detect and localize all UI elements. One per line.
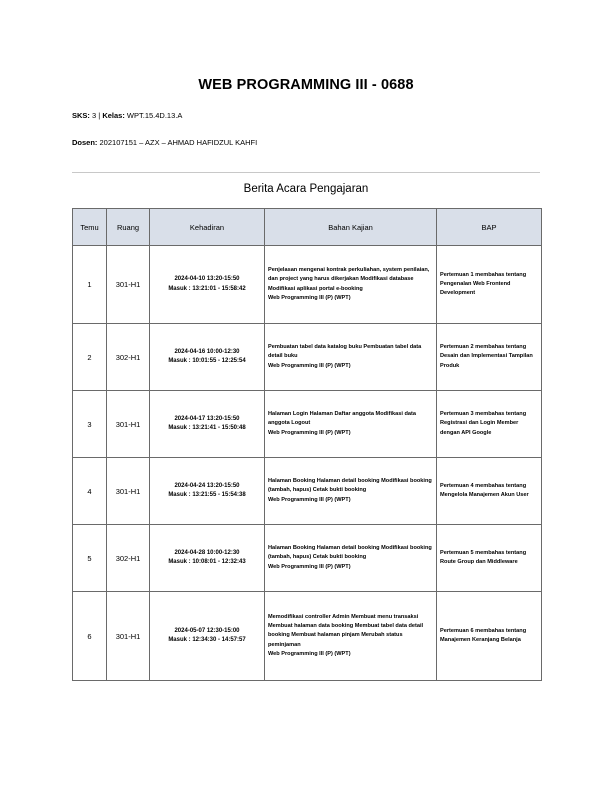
bap-cell: Pertemuan 6 membahas tentang Manajemen Keranjang Belanja — [437, 592, 542, 681]
bahan-kajian-text: Memodifikasi controller Admin Membuat menu transaksi Membuat halaman data booking Membuat tabel data detail booking Membuat halaman pinjam Merubah status peminjaman — [268, 613, 424, 648]
bahan-kajian-cell — [265, 592, 437, 681]
table-row — [73, 458, 542, 525]
kehadiran-date: 2024-04-24 13:20-15:50 — [174, 482, 240, 489]
bahan-kajian-ref: Web Programming III (P) (WPT) — [268, 294, 351, 301]
kelas-value: WPT.15.4D.13.A — [126, 111, 183, 120]
bahan-kajian-cell — [265, 246, 437, 324]
kehadiran-cell — [150, 458, 265, 525]
sks-label: SKS: — [72, 111, 90, 120]
kehadiran-date: 2024-04-28 10:00-12:30 — [174, 549, 240, 556]
ruang-cell: 301-H1 — [107, 592, 150, 681]
bahan-kajian-ref: Web Programming III (P) (WPT) — [268, 362, 351, 369]
ruang-cell: 301-H1 — [107, 391, 150, 458]
bahan-kajian-cell — [265, 391, 437, 458]
kehadiran-cell — [150, 525, 265, 592]
bahan-kajian-ref: Web Programming III (P) (WPT) — [268, 650, 351, 657]
sks-value: 3 | — [92, 111, 103, 120]
bahan-kajian-text: Halaman Login Halaman Daftar anggota Modifikasi data anggota Logout — [268, 411, 416, 427]
column-header-kehadiran: Kehadiran — [150, 209, 265, 246]
temu-cell: 5 — [73, 525, 107, 592]
kehadiran-masuk: Masuk : 13:21:41 - 15:50:48 — [168, 425, 246, 431]
kehadiran-date: 2024-04-10 13:20-15:50 — [174, 276, 240, 282]
table-row — [73, 592, 542, 681]
kehadiran-date: 2024-04-16 10:00-12:30 — [174, 348, 240, 355]
bap-cell: Pertemuan 1 membahas tentang Pengenalan Web Frontend Development — [437, 246, 542, 324]
temu-cell: 6 — [73, 592, 107, 681]
bahan-kajian-cell — [265, 324, 437, 391]
column-header-bap: BAP — [437, 209, 542, 246]
column-header-ruang: Ruang — [107, 209, 150, 246]
kehadiran-masuk: Masuk : 10:01:55 - 12:25:54 — [168, 358, 246, 364]
column-header-bahan-kajian: Bahan Kajian — [265, 209, 437, 246]
table-row — [73, 391, 542, 458]
bap-cell: Pertemuan 4 membahas tentang Mengelola Manajemen Akun User — [437, 458, 542, 525]
table-header-row — [73, 209, 542, 246]
kehadiran-date: 2024-04-17 13:20-15:50 — [174, 415, 240, 422]
bahan-kajian-ref: Web Programming III (P) (WPT) — [268, 496, 351, 503]
temu-cell: 3 — [73, 391, 107, 458]
bahan-kajian-cell — [265, 458, 437, 525]
bahan-kajian-text: Penjelasan mengenai kontrak perkuliahan, system penilaian, dan project yang harus dikerjakan Modifikasi database Modifikasi aplikasi portal e-booking — [268, 267, 430, 292]
kehadiran-masuk: Masuk : 13:21:01 - 15:58:42 — [168, 285, 246, 292]
ruang-cell: 301-H1 — [107, 246, 150, 324]
ruang-cell: 301-H1 — [107, 458, 150, 525]
bap-cell: Pertemuan 5 membahas tentang Route Group dan Middleware — [437, 525, 542, 592]
bap-cell: Pertemuan 2 membahas tentang Desain dan Implementasi Tampilan Produk — [437, 324, 542, 391]
kehadiran-cell — [150, 592, 265, 681]
divider — [72, 172, 540, 173]
bahan-kajian-text: Halaman Booking Halaman detail booking Modifikasi booking (tambah, hapus) Cetak bukti booking — [268, 478, 432, 494]
section-title: Berita Acara Pengajaran — [243, 183, 369, 195]
table-row — [73, 324, 542, 391]
lecturer-info — [72, 138, 257, 147]
ruang-cell: 302-H1 — [107, 525, 150, 592]
kehadiran-masuk: Masuk : 13:21:55 - 15:54:38 — [168, 492, 246, 498]
kehadiran-date: 2024-05-07 12:30-15:00 — [174, 627, 240, 634]
ruang-cell: 302-H1 — [107, 324, 150, 391]
temu-cell: 2 — [73, 324, 107, 391]
teaching-report-table — [72, 208, 542, 681]
kehadiran-masuk: Masuk : 12:34:30 - 14:57:57 — [168, 637, 246, 643]
bahan-kajian-text: Pembuatan tabel data katalog buku Pembuatan tabel data detail buku — [268, 344, 422, 360]
kehadiran-cell — [150, 324, 265, 391]
kehadiran-masuk: Masuk : 10:08:01 - 12:32:43 — [168, 559, 246, 565]
table-row — [73, 525, 542, 592]
bap-cell: Pertemuan 3 membahas tentang Registrasi dan Login Member dengan API Google — [437, 391, 542, 458]
bahan-kajian-ref: Web Programming III (P) (WPT) — [268, 563, 351, 570]
kehadiran-cell — [150, 246, 265, 324]
dosen-label: Dosen: — [72, 138, 98, 147]
kehadiran-cell — [150, 391, 265, 458]
column-header-temu: Temu — [73, 209, 107, 246]
dosen-value: 202107151 – AZX – AHMAD HAFIDZUL KAHFI — [99, 138, 258, 147]
document-title: WEB PROGRAMMING III - 0688 — [198, 77, 414, 93]
bahan-kajian-cell — [265, 525, 437, 592]
bahan-kajian-text: Halaman Booking Halaman detail booking Modifikasi booking (tambah, hapus) Cetak bukti booking — [268, 545, 432, 561]
kelas-label: Kelas: — [102, 111, 125, 120]
temu-cell: 4 — [73, 458, 107, 525]
temu-cell: 1 — [73, 246, 107, 324]
bahan-kajian-ref: Web Programming III (P) (WPT) — [268, 429, 351, 436]
course-info — [72, 111, 182, 120]
table-row — [73, 246, 542, 324]
